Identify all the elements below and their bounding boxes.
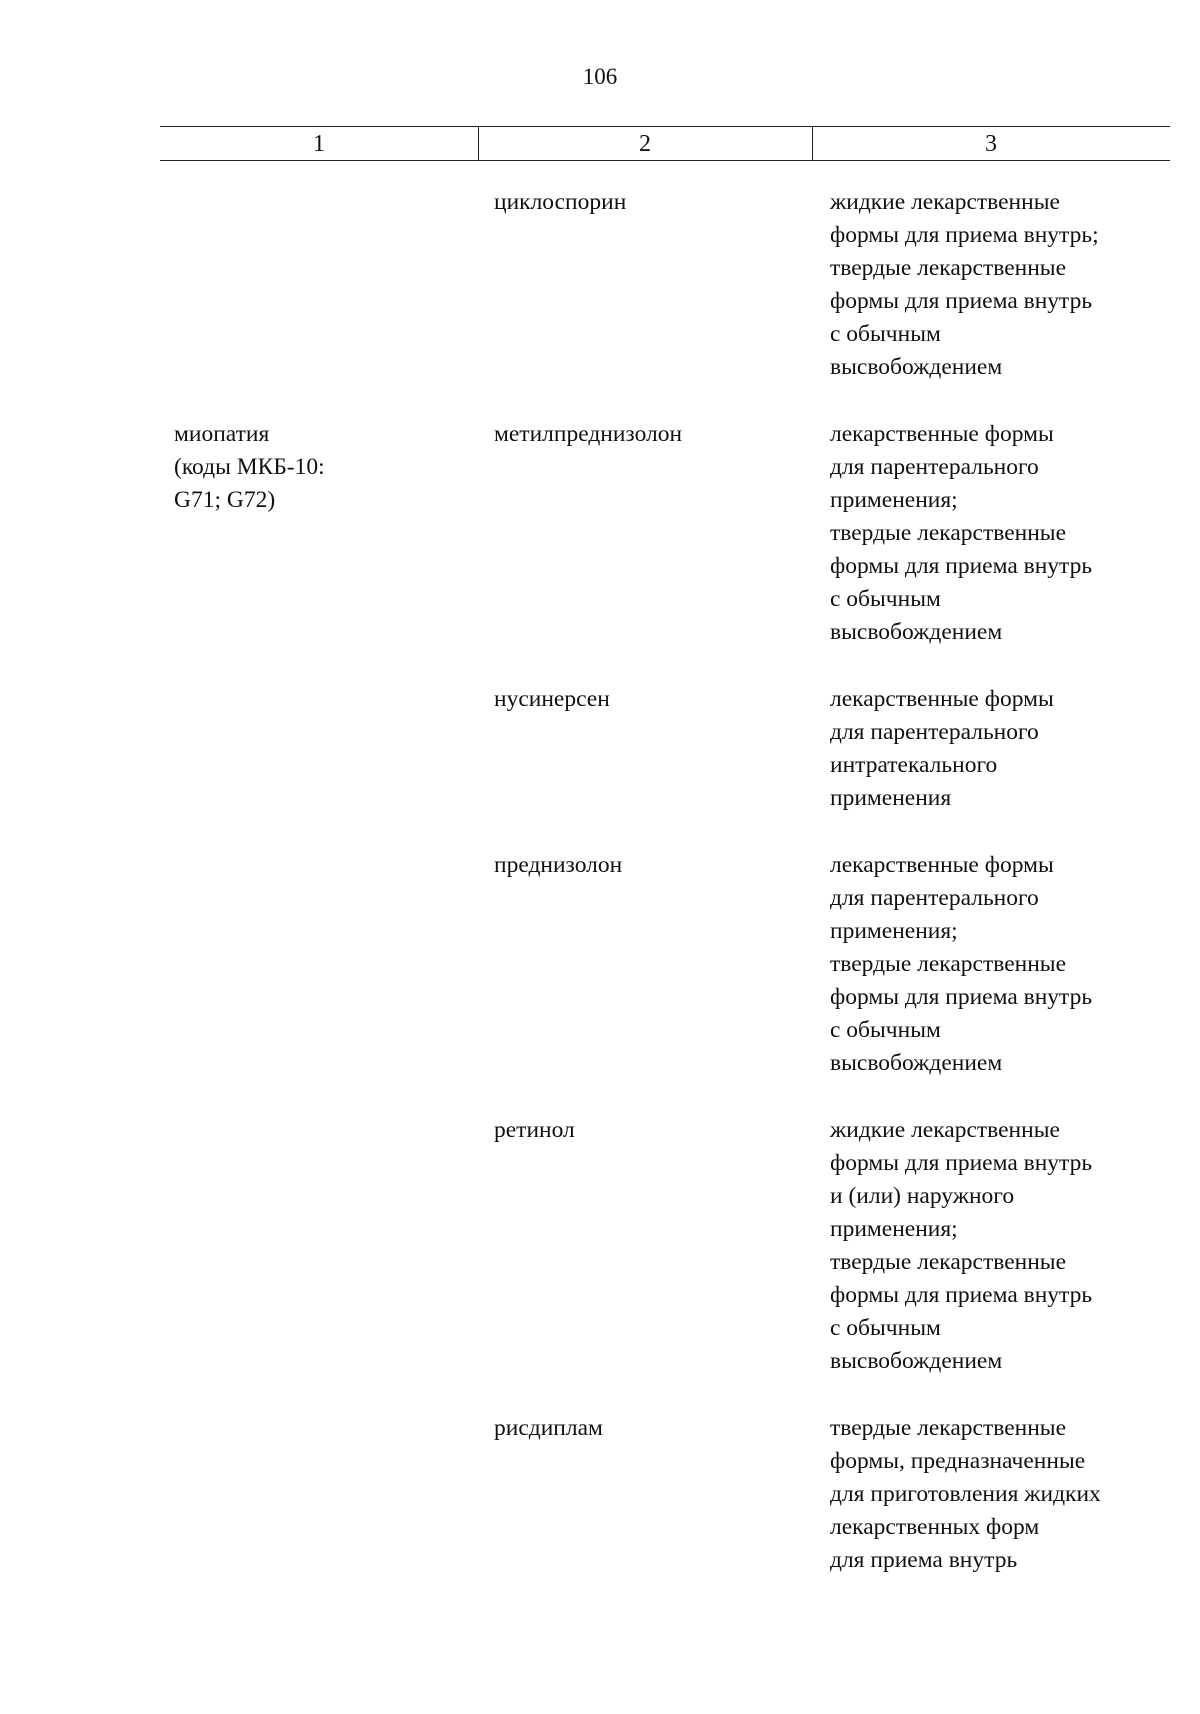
- disease-line: миопатия: [174, 421, 270, 447]
- form-line: применения;: [830, 918, 958, 944]
- form-line: и (или) наружного: [830, 1183, 1015, 1209]
- form-line: твердые лекарственные: [830, 520, 1067, 546]
- table-row: [160, 1412, 1170, 1577]
- table-row: [160, 418, 1170, 649]
- form-line: формы для приема внутрь: [830, 553, 1093, 579]
- drug-cell: [478, 683, 812, 815]
- table-row: [160, 1114, 1170, 1378]
- form-line: формы для приема внутрь: [830, 1282, 1093, 1308]
- form-line: с обычным: [830, 321, 941, 347]
- form-line: для парентерального: [830, 719, 1039, 745]
- table-row: [160, 683, 1170, 815]
- form-line: с обычным: [830, 1017, 941, 1043]
- table-row: [160, 186, 1170, 384]
- form-line: для парентерального: [830, 885, 1039, 911]
- form-line: жидкие лекарственные: [830, 1117, 1060, 1143]
- forms-cell: [812, 683, 1170, 815]
- drug-name: циклоспорин: [494, 189, 627, 215]
- form-line: твердые лекарственные: [830, 1249, 1067, 1275]
- form-line: применения: [830, 785, 952, 811]
- form-line: интратекального: [830, 752, 998, 778]
- header-col-1: 1: [313, 131, 325, 157]
- drug-table-body: [160, 186, 1170, 1577]
- form-line: формы, предназначенные: [830, 1448, 1086, 1474]
- table-row: [160, 849, 1170, 1080]
- forms-cell: [812, 186, 1170, 384]
- forms-cell: [812, 418, 1170, 649]
- form-line: формы для приема внутрь: [830, 984, 1093, 1010]
- page-number: 106: [582, 64, 618, 89]
- forms-cell: [812, 1114, 1170, 1378]
- form-line: лекарственные формы: [830, 421, 1054, 447]
- table-header-top-rule: [160, 126, 1170, 127]
- form-line: с обычным: [830, 1315, 941, 1341]
- form-line: лекарственных форм: [830, 1514, 1040, 1540]
- drug-name: рисдиплам: [494, 1415, 603, 1441]
- form-line: лекарственные формы: [830, 686, 1054, 712]
- forms-cell: [812, 849, 1170, 1080]
- disease-line: G71; G72): [174, 487, 276, 513]
- drug-cell: [478, 418, 812, 649]
- forms-cell: [812, 1412, 1170, 1577]
- form-line: с обычным: [830, 586, 941, 612]
- header-col-3: 3: [985, 131, 997, 157]
- form-line: твердые лекарственные: [830, 951, 1067, 977]
- disease-cell: [160, 1412, 478, 1577]
- form-line: твердые лекарственные: [830, 1415, 1067, 1441]
- form-line: лекарственные формы: [830, 852, 1054, 878]
- drug-name: нусинерсен: [494, 686, 610, 712]
- form-line: высвобождением: [830, 619, 1003, 645]
- form-line: формы для приема внутрь: [830, 1150, 1093, 1176]
- table-header-bottom-rule: [160, 160, 1170, 161]
- form-line: высвобождением: [830, 1348, 1003, 1374]
- drug-name: ретинол: [494, 1117, 575, 1143]
- form-line: для приготовления жидких: [830, 1481, 1101, 1507]
- drug-cell: [478, 849, 812, 1080]
- form-line: применения;: [830, 487, 958, 513]
- drug-name: метилпреднизолон: [494, 421, 683, 447]
- form-line: применения;: [830, 1216, 958, 1242]
- drug-cell: [478, 186, 812, 384]
- disease-cell: [160, 683, 478, 815]
- form-line: высвобождением: [830, 1050, 1003, 1076]
- form-line: твердые лекарственные: [830, 255, 1067, 281]
- drug-cell: [478, 1412, 812, 1577]
- header-col-2: 2: [639, 131, 651, 157]
- drug-cell: [478, 1114, 812, 1378]
- drug-name: преднизолон: [494, 852, 623, 878]
- disease-line: (коды МКБ-10:: [174, 454, 325, 480]
- form-line: формы для приема внутрь;: [830, 222, 1099, 248]
- disease-cell: [160, 418, 478, 649]
- disease-cell: [160, 849, 478, 1080]
- disease-cell: [160, 1114, 478, 1378]
- form-line: для парентерального: [830, 454, 1039, 480]
- form-line: жидкие лекарственные: [830, 189, 1060, 215]
- form-line: формы для приема внутрь: [830, 288, 1093, 314]
- disease-cell: [160, 186, 478, 384]
- form-line: высвобождением: [830, 354, 1003, 380]
- form-line: для приема внутрь: [830, 1547, 1018, 1573]
